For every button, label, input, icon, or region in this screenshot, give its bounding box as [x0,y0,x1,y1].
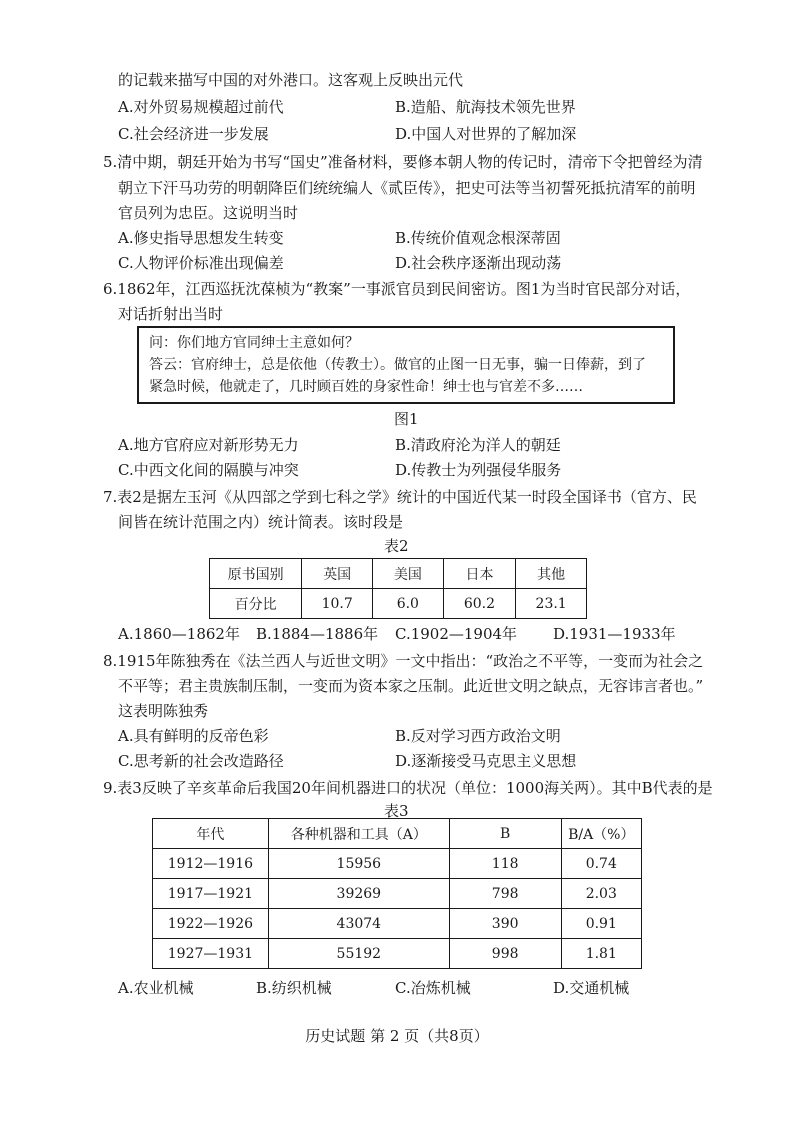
q4-stem-end: 的记载来描写中国的对外港口。这客观上反映出元代 [118,71,464,89]
table-2 [209,558,587,619]
table-header-cell: B [449,819,561,849]
table-cell: 1917—1921 [153,879,269,909]
q7-stem-line: 间皆在统计范围之内）统计简表。该时段是 [118,513,404,531]
table-cell: 118 [449,849,561,879]
table-header-row [210,559,587,589]
q4-option-d: D.中国人对世界的了解加深 [395,125,577,143]
q5-stem-line: 官员列为忠臣。这说明当时 [118,204,299,222]
table-cell: 10.7 [302,589,373,619]
page-footer: 历史试题 第 2 页（共8页） [305,1027,489,1045]
table-header-cell: 各种机器和工具（A） [268,819,449,849]
table-cell: 0.91 [561,909,641,939]
table-header-row [153,819,642,849]
table-row [153,909,642,939]
q8-stem-line: 不平等；君主贵族制压制，一变而为资本家之压制。此近世文明之缺点，无容讳言者也。” [118,677,704,695]
q5-option-b: B.传统价值观念根深蒂固 [395,229,561,247]
table-cell: 390 [449,909,561,939]
table-header-cell: B/A（%） [561,819,641,849]
q9-option-a: A.农业机械 [118,979,194,997]
table-cell: 1927—1931 [153,939,269,969]
q8-stem-line: 8.1915年陈独秀在《法兰西人与近世文明》一文中指出：“政治之不平等，一变而为社会之 [103,652,704,670]
q7-option-b: B.1884—1886年 [256,625,379,643]
dialog-line: 答云：官府绅士，总是依他（传教士）。做官的止图一日无事，骗一日俸薪，到了 [149,357,646,373]
q4-option-c: C.社会经济进一步发展 [118,125,269,143]
q5-stem-line: 5.清中期，朝廷开始为书写“国史”准备材料，要修本朝人物的传记时，清帝下令把曾经为清 [103,153,703,171]
q7-stem-line: 7.表2是据左玉河《从四部之学到七科之学》统计的中国近代某一时段全国译书（官方、民 [103,488,697,506]
dialog-line: 紧急时候，他就走了，几时顾百姓的身家性命！绅士也与官差不多…… [149,379,583,395]
table-row [153,879,642,909]
q9-stem-line: 9.表3反映了辛亥革命后我国20年间机器进口的状况（单位：1000海关两）。其中B代表的是 [103,779,713,797]
q5-stem-line: 朝立下汗马功劳的明朝降臣们统统编人《贰臣传》，把史可法等当初誓死抵抗清军的前明 [118,179,696,197]
table-cell: 1912—1916 [153,849,269,879]
table-cell: 百分比 [210,589,302,619]
q7-option-a: A.1860—1862年 [118,625,240,643]
q8-option-a: A.具有鲜明的反帝色彩 [118,727,269,745]
q8-option-c: C.思考新的社会改造路径 [118,752,284,770]
table-header-cell: 其他 [516,559,587,589]
q7-option-d: D.1931—1933年 [553,625,676,643]
table-header-cell: 美国 [373,559,444,589]
q7-option-c: C.1902—1904年 [395,625,518,643]
q5-option-d: D.社会秩序逐渐出现动荡 [395,254,562,272]
figure-caption: 图1 [394,410,419,428]
table-cell: 798 [449,879,561,909]
table-3 [152,818,642,969]
table-cell: 43074 [268,909,449,939]
q8-stem-line: 这表明陈独秀 [118,702,209,720]
table-header-cell: 日本 [443,559,516,589]
q4-option-b: B.造船、航海技术领先世界 [395,98,576,116]
table-cell: 2.03 [561,879,641,909]
table-cell: 15956 [268,849,449,879]
q6-option-d: D.传教士为列强侵华服务 [395,461,562,479]
q6-option-c: C.中西文化间的隔膜与冲突 [118,461,299,479]
q6-option-a: A.地方官府应对新形势无力 [118,436,299,454]
q9-option-b: B.纺织机械 [256,979,332,997]
table-cell: 60.2 [443,589,516,619]
q6-option-b: B.清政府沦为洋人的朝廷 [395,436,561,454]
table-3-caption: 表3 [384,802,409,820]
q5-option-a: A.修史指导思想发生转变 [118,229,284,247]
table-header-cell: 年代 [153,819,269,849]
q8-option-d: D.逐渐接受马克思主义思想 [395,752,577,770]
table-cell: 39269 [268,879,449,909]
table-row [153,849,642,879]
table-cell: 1922—1926 [153,909,269,939]
q5-option-c: C.人物评价标准出现偏差 [118,254,284,272]
table-row [210,589,587,619]
table-row [153,939,642,969]
table-2-caption: 表2 [384,537,409,555]
dialog-box [137,326,675,404]
table-cell: 55192 [268,939,449,969]
table-cell: 998 [449,939,561,969]
q9-option-d: D.交通机械 [553,979,630,997]
q9-option-c: C.冶炼机械 [395,979,471,997]
table-cell: 0.74 [561,849,641,879]
table-cell: 6.0 [373,589,444,619]
table-cell: 23.1 [516,589,587,619]
q6-stem-line: 6.1862年，江西巡抚沈葆桢为“教案”一事派官员到民间密访。图1为当时官民部分对话， [103,280,691,298]
dialog-line: 问：你们地方官同绅士主意如何？ [149,335,359,351]
table-header-cell: 原书国别 [210,559,302,589]
table-cell: 1.81 [561,939,641,969]
q6-stem-line: 对话折射出当时 [118,305,224,323]
q8-option-b: B.反对学习西方政治文明 [395,727,561,745]
table-header-cell: 英国 [302,559,373,589]
q4-option-a: A.对外贸易规模超过前代 [118,98,284,116]
